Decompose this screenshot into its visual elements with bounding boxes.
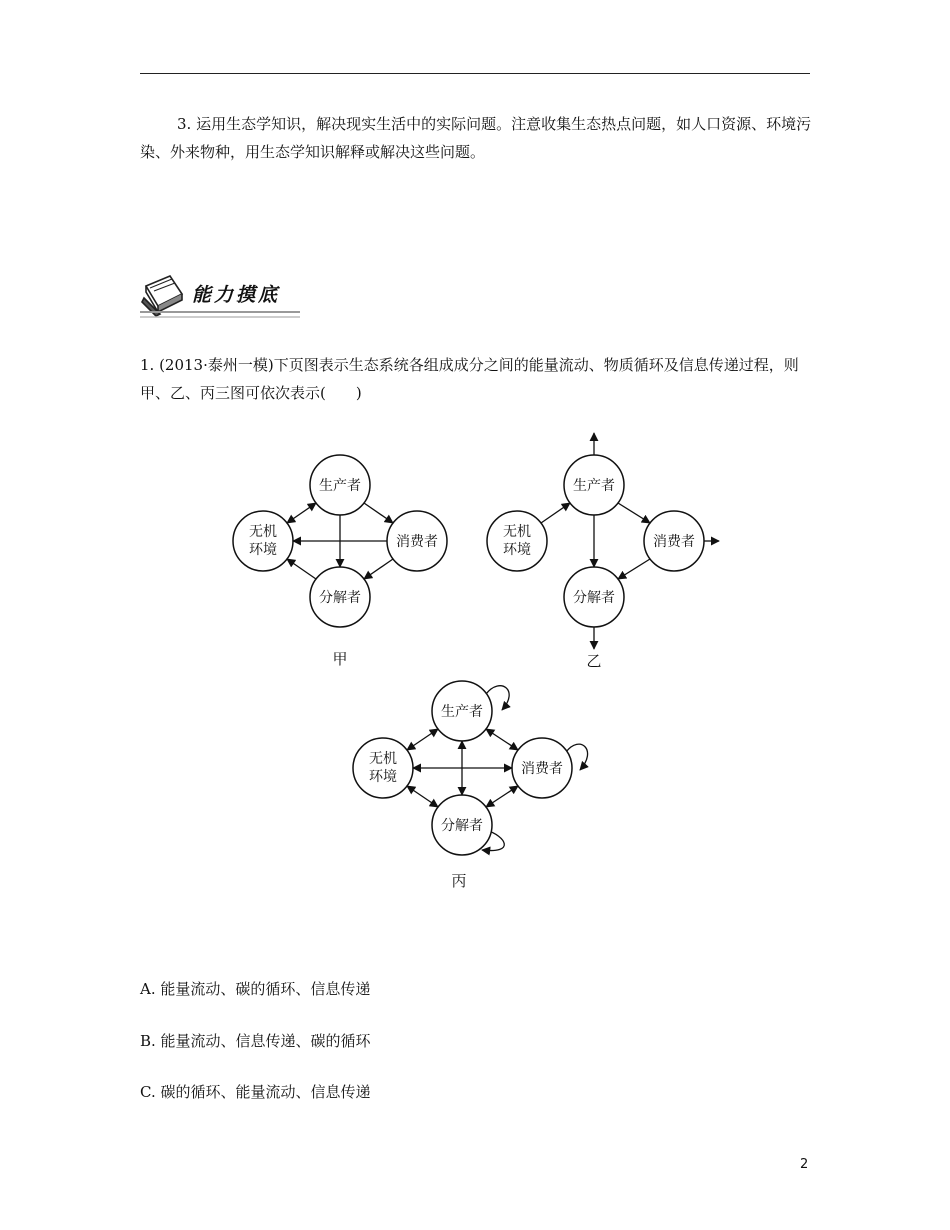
abiotic-label-2: 环境 bbox=[369, 769, 397, 785]
section-title: 能力摸底 bbox=[192, 284, 281, 306]
diagram-jia bbox=[220, 440, 460, 680]
section-banner bbox=[140, 268, 305, 320]
caption-bing: 丙 bbox=[451, 872, 467, 890]
arrow-abiotic-decomposer bbox=[407, 786, 438, 807]
consumer-label: 消费者 bbox=[653, 534, 695, 550]
producer-label: 生产者 bbox=[319, 478, 361, 494]
option-c: C. 碳的循环、能量流动、信息传递 bbox=[140, 1083, 371, 1101]
caption-yi: 乙 bbox=[586, 652, 602, 670]
abiotic-label-1: 无机 bbox=[249, 524, 277, 540]
consumer-label: 消费者 bbox=[521, 761, 563, 777]
abiotic-node bbox=[353, 738, 413, 798]
option-b: B. 能量流动、信息传递、碳的循环 bbox=[140, 1032, 371, 1050]
arrow-consumer-decomposer bbox=[486, 786, 518, 807]
diagram-bing bbox=[340, 670, 600, 895]
decomposer-label: 分解者 bbox=[573, 590, 615, 606]
page-number: 2 bbox=[800, 1157, 809, 1172]
header-rule bbox=[140, 73, 810, 74]
arrow-abiotic-producer bbox=[287, 503, 316, 523]
option-a: A. 能量流动、碳的循环、信息传递 bbox=[140, 980, 371, 998]
consumer-label: 消费者 bbox=[396, 534, 438, 550]
abiotic-node bbox=[233, 511, 293, 571]
abiotic-label-1: 无机 bbox=[369, 751, 397, 767]
arrow-producer-consumer bbox=[486, 729, 518, 750]
abiotic-node bbox=[487, 511, 547, 571]
producer-label: 生产者 bbox=[573, 478, 615, 494]
abiotic-label-2: 环境 bbox=[249, 542, 277, 558]
arrow-consumer-decomposer bbox=[618, 559, 650, 579]
diagram-yi bbox=[475, 428, 725, 673]
arrow-producer-consumer bbox=[364, 503, 393, 523]
abiotic-label-2: 环境 bbox=[503, 542, 531, 558]
abiotic-label-1: 无机 bbox=[503, 524, 531, 540]
decomposer-label: 分解者 bbox=[319, 590, 361, 606]
arrow-abiotic-producer bbox=[541, 503, 570, 523]
producer-label: 生产者 bbox=[441, 704, 483, 720]
intro-point-3: 3. 运用生态学知识，解决现实生活中的实际问题。注意收集生态热点问题，如人口资源、环境污染、外来物种，用生态学知识解释或解决这些问题。 bbox=[140, 115, 812, 161]
question-1-text: 1. (2013·泰州一模)下页图表示生态系统各组成成分之间的能量流动、物质循环及信息传递过程，则甲、乙、丙三图可依次表示( ) bbox=[140, 356, 799, 402]
arrow-consumer-decomposer bbox=[364, 559, 393, 579]
caption-jia: 甲 bbox=[332, 650, 348, 668]
arrow-producer-abiotic bbox=[407, 729, 438, 750]
decomposer-label: 分解者 bbox=[441, 818, 483, 834]
arrow-producer-consumer bbox=[618, 503, 650, 523]
arrow-decomposer-abiotic bbox=[287, 559, 316, 579]
